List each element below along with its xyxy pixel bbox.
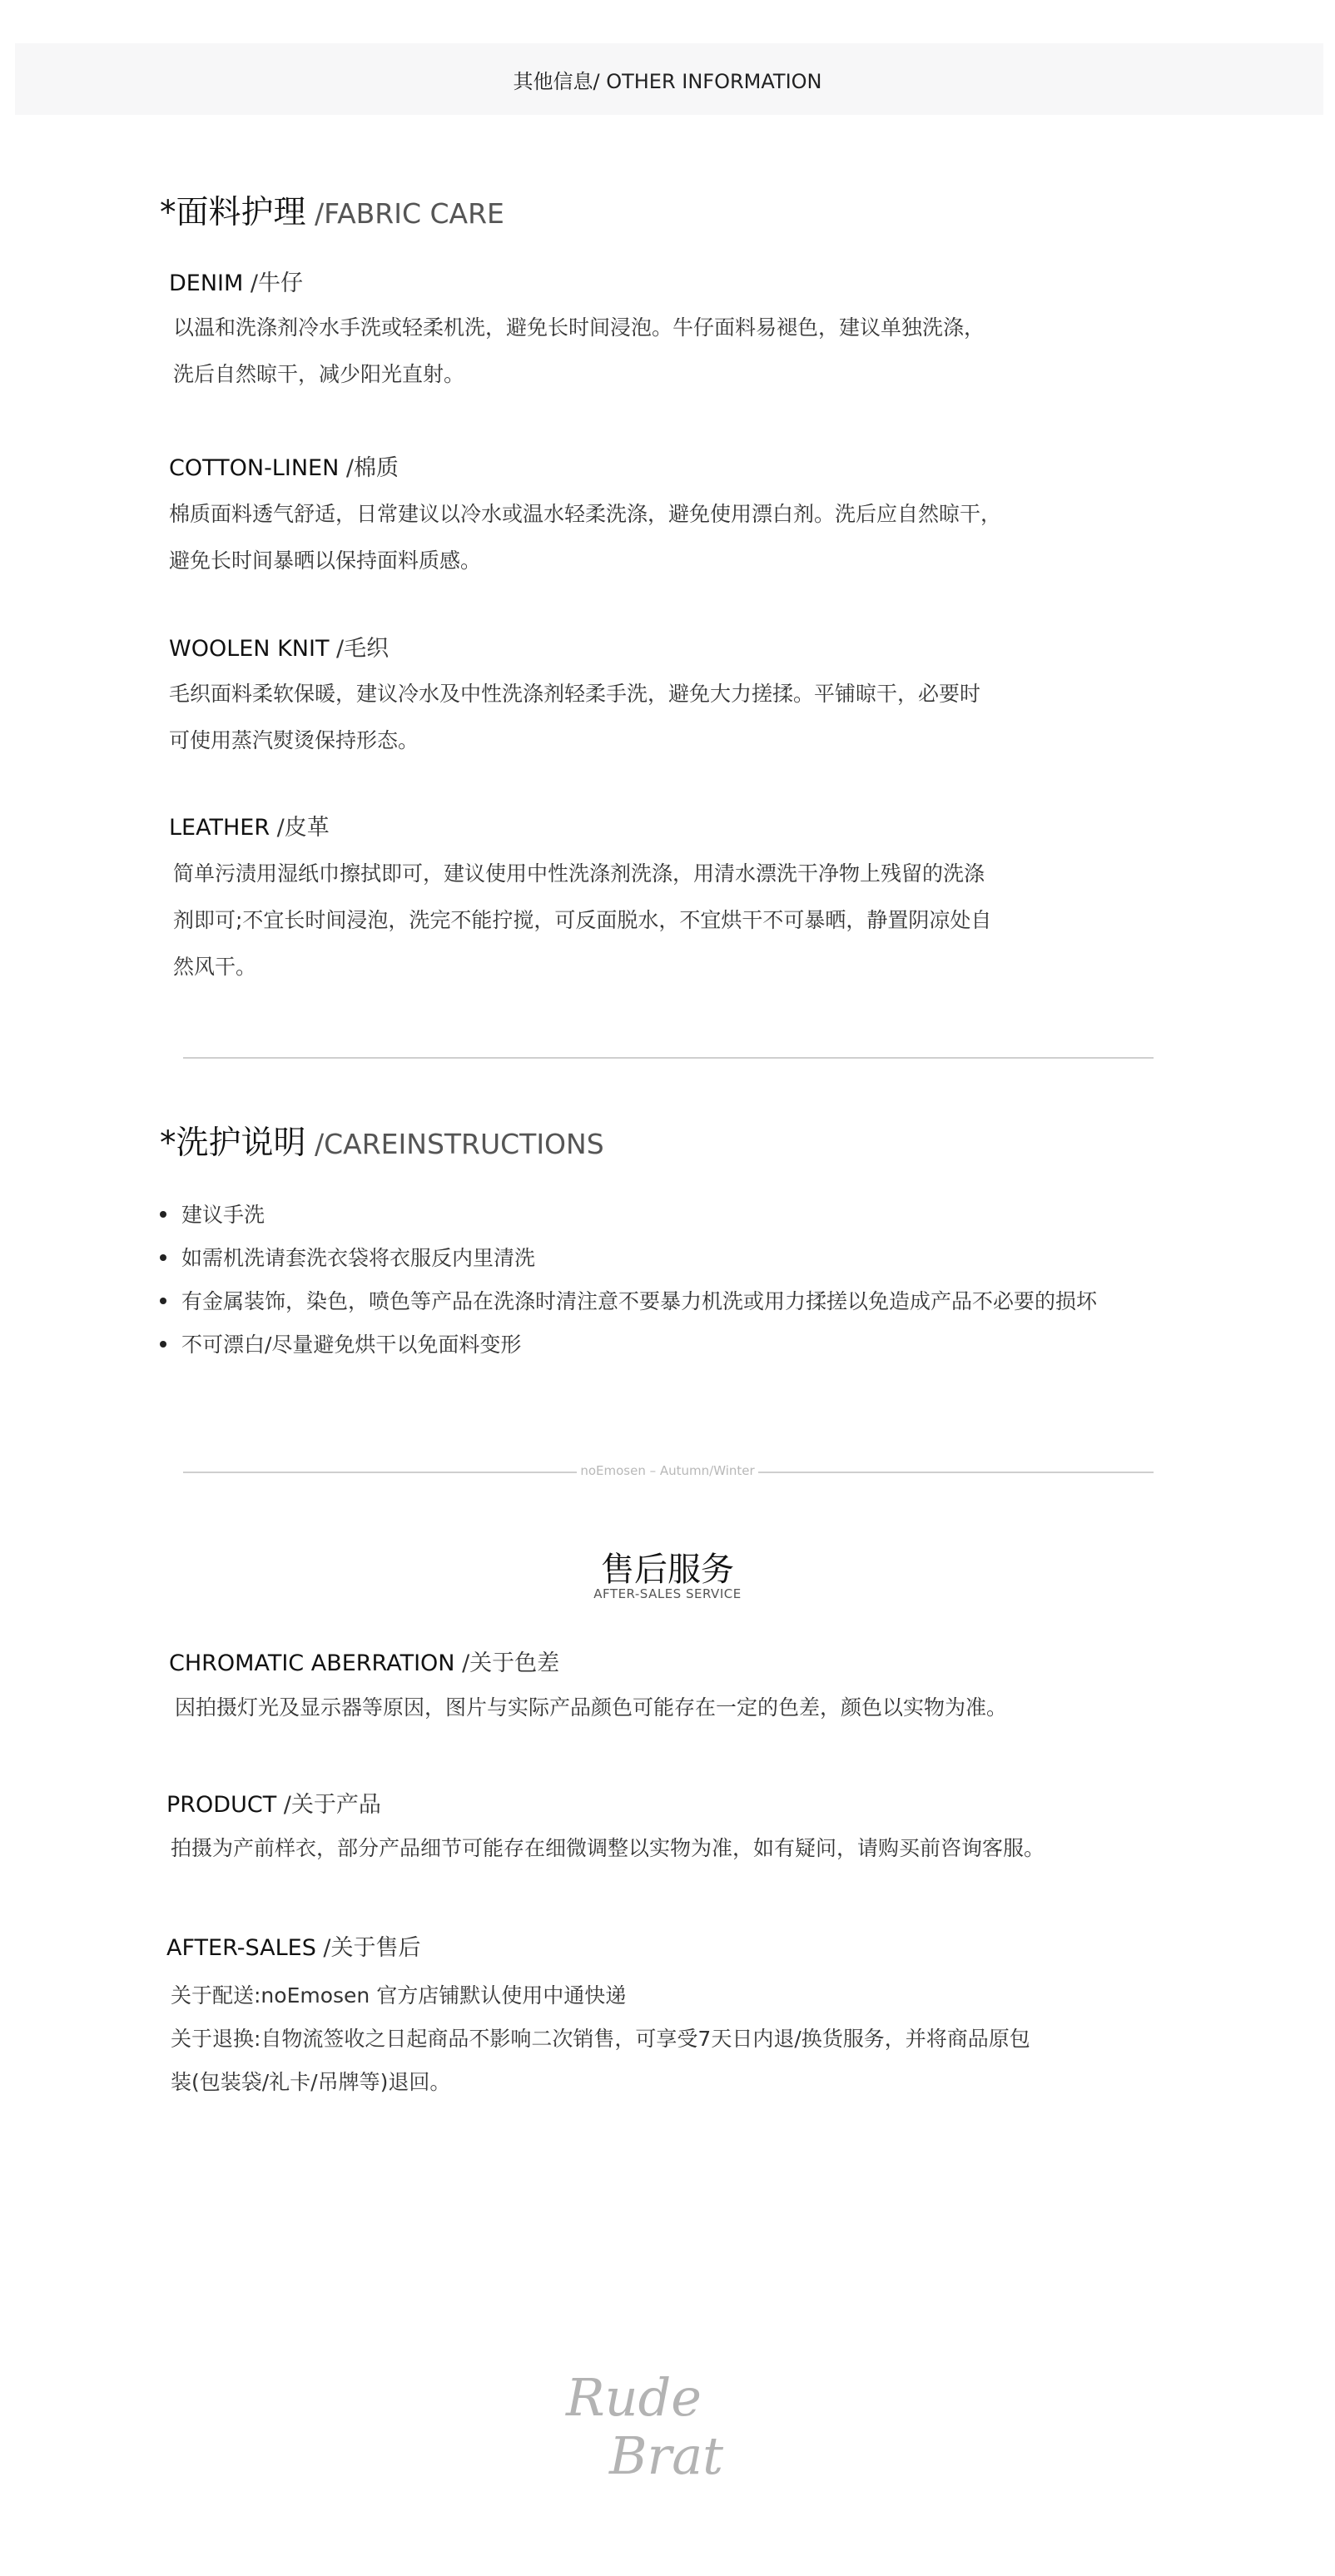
denim-text [173,305,1122,398]
aftersales-name-zh: /关于售后 [315,1935,421,1961]
leather-name: LEATHER [169,815,270,841]
denim-name-zh: /牛仔 [243,271,303,296]
fabric-care-title-zh: *面料护理 [160,194,306,231]
bullet-text: 建议手洗 [181,1203,266,1227]
watermark-wrap [0,1462,1335,1478]
cotton-linen-line: 棉质面料透气舒适，日常建议以冷水或温水轻柔洗涤，避免使用漂白剂。洗后应自然晾干， [169,502,1002,526]
after-sales-title: 售后服务 [601,1551,734,1589]
cotton-linen-name-zh: /棉质 [339,455,399,481]
woolen-knit-name-zh: /毛织 [329,636,390,662]
watermark-text: noEmosen – Autumn/Winter [577,1463,757,1478]
denim-line: 洗后自然晾干，减少阳光直射。 [173,362,465,386]
chromatic-line: 因拍摄灯光及显示器等原因，图片与实际产品颜色可能存在一定的色差，颜色以实物为准。 [175,1695,1008,1720]
leather-line: 然风干。 [173,955,257,979]
list-item [160,1323,1114,1367]
chromatic-name: CHROMATIC ABERRATION [169,1650,455,1676]
aftersales-heading [166,1929,421,1962]
bullet-dot [160,1211,166,1218]
aftersales-line: 装(包装袋/礼卡/吊牌等)退回。 [171,2070,451,2094]
product-heading [166,1786,381,1819]
cotton-linen-line: 避免长时间暴晒以保持面料质感。 [169,548,482,573]
aftersales-line: 关于配送:noEmosen 官方店铺默认使用中通快递 [171,1983,627,2008]
chromatic-heading [169,1645,559,1677]
fabric-care-title [160,186,504,233]
list-item [160,1237,1114,1280]
cotton-linen-heading [169,449,399,482]
woolen-knit-text [169,671,1118,764]
bullet-dot [160,1341,166,1348]
bullet-dot [160,1254,166,1261]
care-instructions-title-zh: *洗护说明 [160,1124,306,1162]
aftersales-text [171,1974,1169,2104]
care-instructions-title [160,1117,604,1164]
product-text [171,1825,1211,1872]
leather-line: 简单污渍用湿纸巾擦拭即可，建议使用中性洗涤剂洗涤，用清水漂洗干净物上残留的洗涤 [173,861,985,886]
product-line: 拍摄为产前样衣，部分产品细节可能存在细微调整以实物为准，如有疑问，请购买前咨询客服。 [171,1836,1045,1860]
leather-name-zh: /皮革 [270,815,330,841]
denim-heading [169,265,303,297]
chromatic-name-zh: /关于色差 [454,1650,560,1676]
woolen-knit-heading [169,630,389,663]
bullet-text: 有金属装饰，染色，喷色等产品在洗涤时清注意不要暴力机洗或用力揉搓以免造成产品不必要的损坏 [181,1289,1098,1313]
denim-line: 以温和洗涤剂冷水手洗或轻柔机洗，避免长时间浸泡。牛仔面料易褪色，建议单独洗涤， [173,315,985,340]
aftersales-line: 关于退换:自物流签收之日起商品不影响二次销售，可享受7天日内退/换货服务，并将商品原包 [171,2027,1030,2051]
woolen-knit-line: 可使用蒸汽熨烫保持形态。 [169,728,419,752]
fabric-care-title-en: /FABRIC CARE [305,197,504,230]
bullet-dot [160,1298,166,1304]
section-divider [183,1057,1154,1059]
product-name-zh: /关于产品 [276,1792,381,1818]
chromatic-text [175,1685,1174,1731]
list-item [160,1194,1114,1237]
woolen-knit-name: WOOLEN KNIT [169,636,330,662]
logo-line2: Brat [609,2425,724,2486]
woolen-knit-line: 毛织面料柔软保暖，建议冷水及中性洗涤剂轻柔手洗，避免大力搓揉。平铺晾干，必要时 [169,682,981,706]
care-bullet-list [160,1194,1114,1367]
product-name: PRODUCT [166,1792,277,1818]
header-title: 其他信息/ OTHER INFORMATION [513,70,822,93]
leather-text [173,851,1122,990]
rude-brat-logo [533,2364,807,2489]
denim-name: DENIM [169,271,244,296]
leather-line: 剂即可;不宜长时间浸泡，洗完不能拧搅，可反面脱水，不宜烘干不可暴晒，静置阴凉处自 [173,908,992,932]
cotton-linen-text [169,491,1118,584]
list-item [160,1280,1114,1323]
aftersales-name: AFTER-SALES [166,1935,316,1961]
bullet-text: 如需机洗请套洗衣袋将衣服反内里清洗 [181,1246,536,1270]
cotton-linen-name: COTTON-LINEN [169,455,340,481]
care-instructions-title-en: /CAREINSTRUCTIONS [305,1128,604,1160]
leather-heading [169,809,330,841]
logo-line1: Rude [566,2367,702,2428]
bullet-text: 不可漂白/尽量避免烘干以免面料变形 [181,1333,522,1357]
after-sales-subtitle: AFTER-SALES SERVICE [593,1586,742,1601]
